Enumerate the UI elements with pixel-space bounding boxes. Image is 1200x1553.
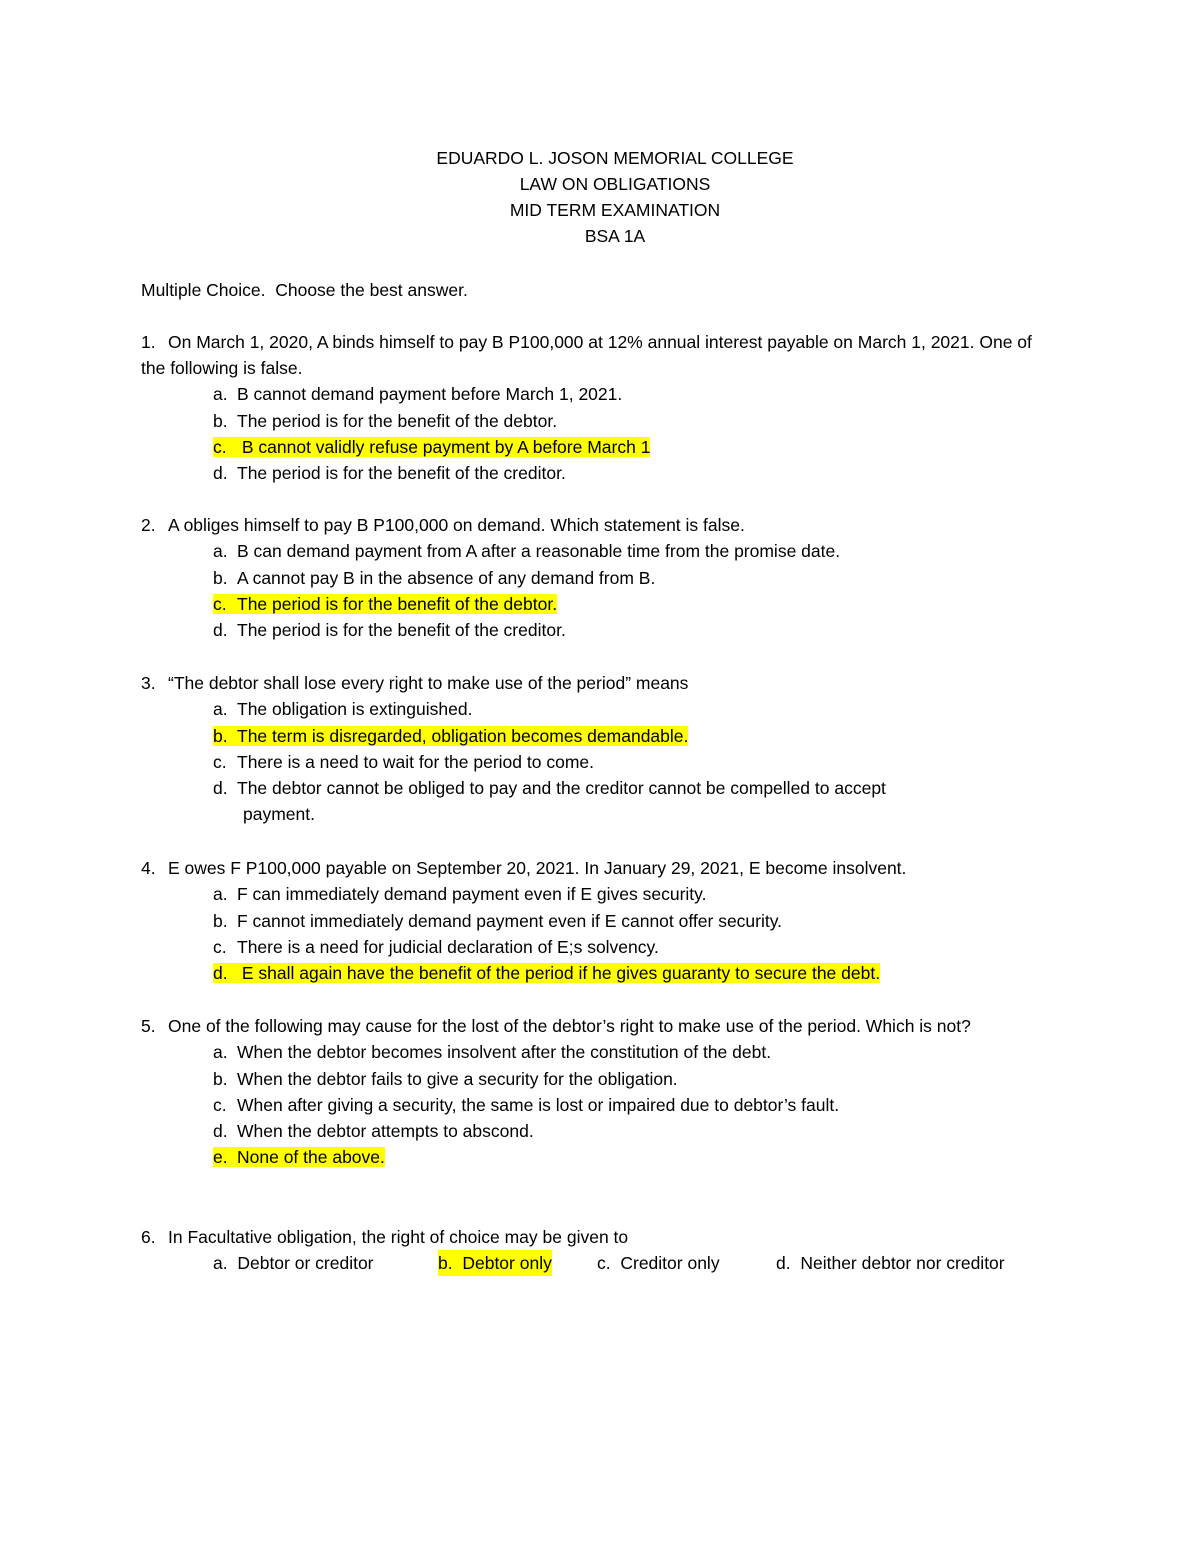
option-text: The obligation is extinguished. [237,699,473,720]
subject-title: LAW ON OBLIGATIONS [519,174,711,194]
option-text: None of the above. [237,1147,385,1168]
question-6 [141,1224,1061,1276]
option-text: B cannot validly refuse payment by A before March 1 [237,437,651,457]
option-b[interactable] [141,1066,1061,1092]
option-letter: a. [213,699,228,720]
option-text: The debtor cannot be obliged to pay and the creditor cannot be compelled to accept [237,778,886,799]
question-number: 5. [141,1016,156,1036]
option-letter: a. [213,1042,228,1063]
question-1 [141,329,1061,487]
option-letter: c. [213,751,227,772]
option-text: Debtor only [462,1253,552,1274]
option-text: F can immediately demand payment even if E gives security. [237,884,707,905]
option-text: The period is for the benefit of the debtor. [237,410,558,431]
section-label: BSA 1A [584,226,646,246]
inline-option-row [141,1250,1061,1276]
option-d[interactable] [141,1118,1061,1144]
question-text [141,329,1061,381]
option-e-correct[interactable] [141,1144,1061,1170]
option-list [141,881,1061,986]
answer-highlight [213,594,557,614]
option-text: There is a need for judicial declaration of E;s solvency. [237,936,659,957]
question-number: 6. [141,1227,156,1247]
question-prompt: In Facultative obligation, the right of choice may be given to [168,1227,629,1247]
option-text: The period is for the benefit of the debtor. [237,593,558,614]
option-text: The term is disregarded, obligation becomes demandable. [237,725,689,746]
exam-header [0,145,1200,249]
option-letter: b. [213,1068,228,1089]
option-a[interactable] [141,381,1061,407]
answer-highlight [213,963,880,983]
option-list [141,696,1061,827]
option-b[interactable] [141,408,1061,434]
option-letter: b. [438,1253,453,1274]
question-prompt: E owes F P100,000 payable on September 20, 2021. In January 29, 2021, E become insolvent. [168,858,907,878]
question-text [141,512,1061,538]
option-letter: b. [213,567,228,588]
option-c[interactable] [141,1092,1061,1118]
option-text: When the debtor becomes insolvent after the constitution of the debt. [237,1042,772,1063]
option-d[interactable] [141,775,1061,828]
question-number: 4. [141,858,156,878]
exam-title: MID TERM EXAMINATION [509,200,721,220]
question-prompt: On March 1, 2020, A binds himself to pay B P100,000 at 12% annual interest payable on March 1, 2021. One of the following is false. [141,332,1032,379]
question-text [141,1013,1061,1039]
option-list [141,1039,1061,1170]
option-a[interactable] [213,1250,374,1276]
option-d[interactable] [141,460,1061,486]
instructions: Multiple Choice. Choose the best answer. [141,280,468,300]
option-text: When after giving a security, the same is lost or impaired due to debtor’s fault. [237,1094,840,1115]
question-4 [141,855,1061,986]
option-letter: c. [213,437,227,457]
option-d[interactable] [141,617,1061,643]
option-letter: d. [213,963,228,984]
option-text: F cannot immediately demand payment even if E cannot offer security. [237,910,783,931]
question-prompt: One of the following may cause for the lost of the debtor’s right to make use of the period. Which is not? [168,1016,971,1036]
option-letter: d. [213,1121,228,1142]
option-letter: d. [213,463,228,484]
question-number: 2. [141,515,156,535]
option-c[interactable] [141,934,1061,960]
option-text-continuation: payment. [243,804,315,825]
option-letter: c. [213,936,227,957]
answer-highlight [213,437,650,457]
option-b[interactable] [141,908,1061,934]
option-b-correct[interactable] [438,1250,552,1276]
option-letter: d. [213,620,228,641]
option-a[interactable] [141,1039,1061,1065]
option-text: A cannot pay B in the absence of any demand from B. [237,567,656,588]
answer-highlight [213,726,688,746]
option-a[interactable] [141,881,1061,907]
option-text: When the debtor fails to give a security for the obligation. [237,1068,678,1089]
option-letter: d. [213,778,228,799]
question-text [141,670,1061,696]
question-2 [141,512,1061,643]
option-letter: e. [213,1147,228,1168]
option-text: Debtor or creditor [237,1253,374,1274]
question-5 [141,1013,1061,1171]
option-text: The period is for the benefit of the creditor. [237,620,566,641]
option-a[interactable] [141,538,1061,564]
option-letter: a. [213,541,228,562]
option-text: B cannot demand payment before March 1, 2021. [237,384,623,405]
option-text: B can demand payment from A after a reasonable time from the promise date. [237,541,841,562]
question-3 [141,670,1061,828]
option-letter: c. [213,1094,227,1115]
option-letter: a. [213,1253,228,1274]
answer-highlight [213,1147,385,1167]
question-prompt: “The debtor shall lose every right to make use of the period” means [168,673,689,693]
option-letter: c. [597,1253,611,1274]
option-text: Neither debtor nor creditor [800,1253,1005,1274]
school-name: EDUARDO L. JOSON MEMORIAL COLLEGE [436,148,794,168]
option-b[interactable] [141,565,1061,591]
option-text: When the debtor attempts to abscond. [237,1121,534,1142]
option-b-correct[interactable] [141,723,1061,749]
option-d[interactable] [776,1250,1005,1276]
question-text [141,1224,1061,1250]
option-a[interactable] [141,696,1061,722]
option-letter: b. [213,410,228,431]
option-letter: d. [776,1253,791,1274]
option-c-correct[interactable] [141,591,1061,617]
option-list [141,538,1061,643]
question-number: 3. [141,673,156,693]
option-list [141,381,1061,486]
option-text: E shall again have the benefit of the period if he gives guaranty to secure the debt. [237,963,881,984]
question-number: 1. [141,332,156,352]
question-text [141,855,1061,881]
option-letter: b. [213,725,228,746]
option-letter: a. [213,884,228,905]
option-d-correct[interactable] [141,960,1061,986]
option-c[interactable] [597,1250,720,1276]
question-prompt: A obliges himself to pay B P100,000 on demand. Which statement is false. [168,515,745,535]
option-letter: c. [213,593,227,614]
option-text: The period is for the benefit of the creditor. [237,463,566,484]
option-text: There is a need to wait for the period to come. [237,751,594,772]
option-c[interactable] [141,749,1061,775]
option-letter: a. [213,384,228,405]
option-letter: b. [213,910,228,931]
option-text: Creditor only [620,1253,720,1274]
option-c-correct[interactable] [141,434,1061,460]
